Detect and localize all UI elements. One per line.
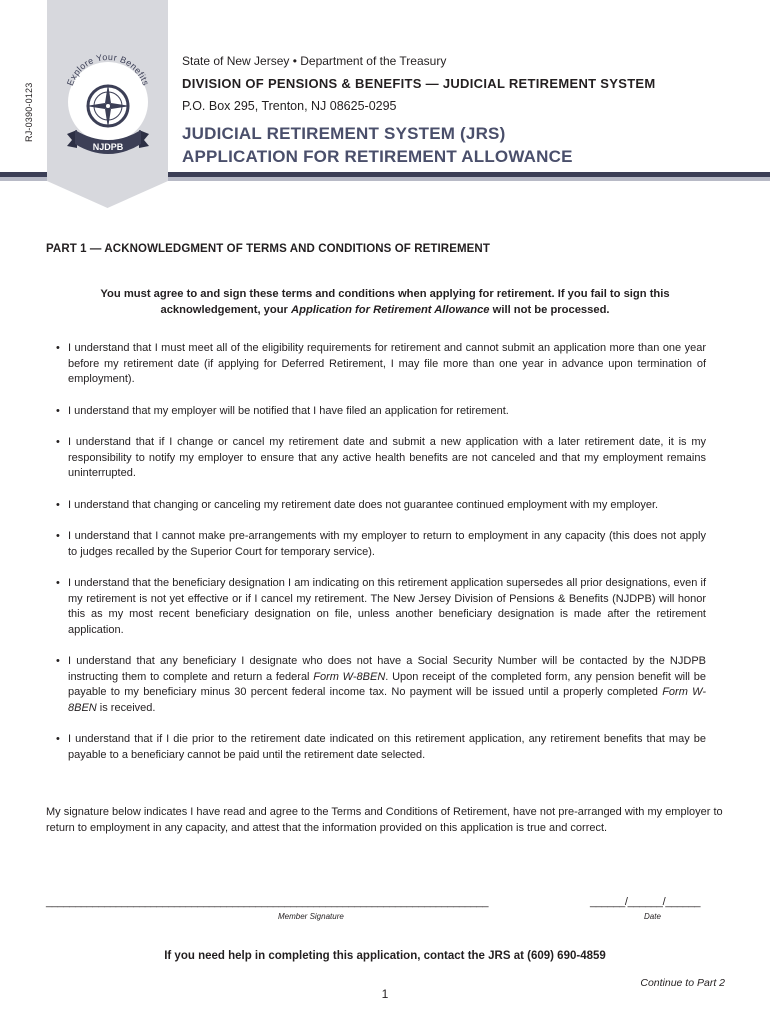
logo-banner bbox=[47, 0, 168, 208]
member-signature-label: Member Signature bbox=[278, 912, 344, 921]
term-item: • I understand that my employer will be notified that I have filed an application for retirement. bbox=[56, 404, 706, 420]
state-department-line: State of New Jersey • Department of the Treasury bbox=[182, 54, 447, 68]
term-item: • I understand that the beneficiary designation I am indicating on this retirement application supersedes all prior designations, even if my retirement is not yet effective or if I cancel my retirement. The New Jersey Division of Pensions & Benefits (NJDPB) will honor this as my most recent beneficiary designation on file, unless another beneficiary designation is made after the retirement application. bbox=[56, 576, 706, 638]
signature-date-field[interactable]: ______/______/______ bbox=[590, 896, 701, 908]
intro-text-a: You must agree to and sign these terms and conditions when applying for retirement. If you fail to sign this acknowledgement, your bbox=[100, 288, 670, 316]
form-title-line2: APPLICATION FOR RETIREMENT ALLOWANCE bbox=[182, 147, 573, 166]
form-header bbox=[182, 53, 752, 168]
njdpb-logo bbox=[61, 52, 155, 162]
term-item: • I understand that if I die prior to the retirement date indicated on this retirement application, any retirement benefits that may be payable to a beneficiary cannot be paid until the retirement date selected. bbox=[56, 732, 706, 763]
term-item: • I understand that I must meet all of the eligibility requirements for retirement and cannot submit an application more than one year before my retirement date (if applying for Deferred Retirement, I may file more than one year in advance upon termination of employment). bbox=[56, 341, 706, 388]
mailing-address: P.O. Box 295, Trenton, NJ 08625-0295 bbox=[182, 99, 397, 113]
term-text: . Upon receipt of the completed form, any pension benefit will be payable to my beneficiary minus 30 percent federal income tax. No payment will be issued until a properly completed bbox=[68, 670, 706, 698]
term-item: • I understand that I cannot make pre-arrangements with my employer to return to employment in any capacity (this does not apply to judges recalled by the Superior Court for temporary service). bbox=[56, 529, 706, 560]
form-reference: Form W-8BEN bbox=[68, 686, 706, 714]
part1-heading: PART 1 — ACKNOWLEDGMENT OF TERMS AND CONDITIONS OF RETIREMENT bbox=[46, 243, 490, 255]
intro-text-b: will not be processed. bbox=[489, 303, 610, 316]
help-contact: If you need help in completing this application, contact the JRS at (609) 690-4859 bbox=[164, 950, 606, 962]
term-item: • I understand that if I change or cancel my retirement date and submit a new application with a later retirement date, it is my responsibility to notify my employer to ensure that any active health benefits are not canceled and that my employment remains uninterrupted. bbox=[56, 435, 706, 482]
signature-date-label: Date bbox=[644, 912, 661, 921]
form-title-line1: JUDICIAL RETIREMENT SYSTEM (JRS) bbox=[182, 124, 506, 143]
term-text: I understand that any beneficiary I designate who does not have a Social Security Number will be contacted by the NJDPB instructing them to complete and return a federal bbox=[68, 655, 706, 683]
attestation-statement: My signature below indicates I have read and agree to the Terms and Conditions of Retirement, have not pre-arranged with my employer to return to employment in any capacity, and attest that the information provided on this application is true and correct. bbox=[46, 806, 723, 834]
logo-arc-text: Explore Your Benefits bbox=[64, 52, 152, 88]
terms-list bbox=[56, 341, 706, 779]
term-item: • I understand that changing or canceling my retirement date does not guarantee continued employment with my employer. bbox=[56, 498, 706, 514]
part1-intro bbox=[60, 287, 710, 318]
intro-form-name: Application for Retirement Allowance bbox=[291, 303, 490, 316]
term-text: is received. bbox=[96, 701, 156, 714]
logo-ribbon-text: NJDPB bbox=[92, 142, 124, 152]
form-reference: Form W-8BEN bbox=[313, 670, 386, 683]
continue-note: Continue to Part 2 bbox=[640, 977, 725, 989]
form-code: RJ-0390-0123 bbox=[24, 82, 34, 142]
member-signature-field[interactable]: ____________________________________________________________________________ bbox=[46, 896, 489, 908]
page-number: 1 bbox=[381, 987, 389, 1001]
division-name: DIVISION OF PENSIONS & BENEFITS — JUDICIAL RETIREMENT SYSTEM bbox=[182, 76, 656, 91]
form-title bbox=[182, 122, 752, 168]
term-item bbox=[56, 654, 706, 716]
